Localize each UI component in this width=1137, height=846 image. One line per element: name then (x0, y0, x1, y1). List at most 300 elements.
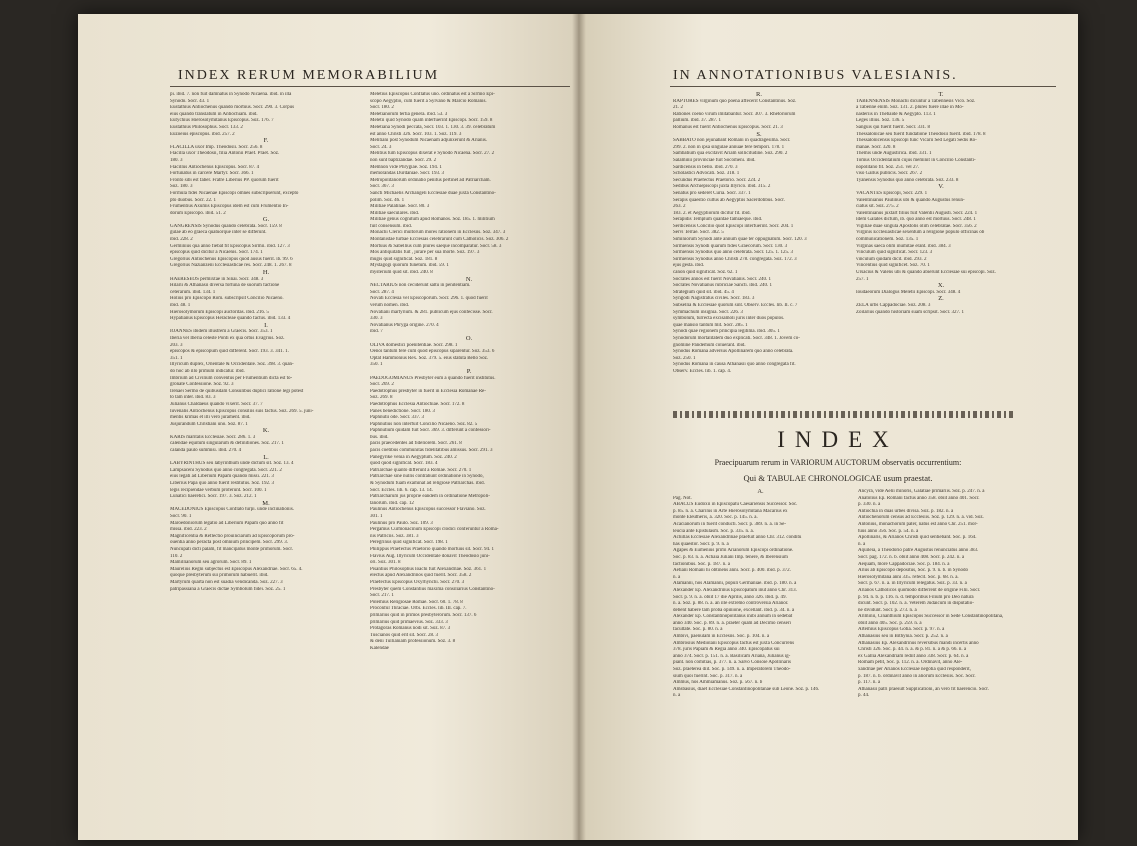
index-entry: PAEDOGOMIANUS Presbyter eum a quando fuerit institutus. (370, 375, 496, 381)
index-entry: Militiae saeculares. ibid. (370, 210, 420, 216)
index-entry: non sunt baptizandae. Socr. 29. 2 (370, 157, 437, 163)
index-entry: Serapidis Templum quantae famiaeque. ibid. (673, 217, 763, 223)
index-entry: Leges illius. Soz. 136. 5 (856, 118, 905, 124)
index-entry: Holius pro Episcopo Rom. subscripsit Concilio Nicaeno. (170, 296, 284, 302)
index-letter-heading: R. (756, 92, 762, 98)
index-entry: Pisantius Philosophus Ioachi fuit Alexandriae. Soz. 361. 1 (370, 566, 487, 572)
index-entry: IOANNES ibidem illustrem a Graecis. Socr. 353. 1 (170, 329, 273, 335)
index-entry: Synodus Romana in causa Athanasii quo anno congregata fit. (673, 362, 796, 368)
index-entry: Aequam, more Cappadociae. Soc. p. 184. n. a (858, 561, 950, 567)
index-entry: Ancyra, vide Aelii minoris, Galatiae primariis. Soz. p. 247. n. a (858, 489, 985, 494)
index-entry: tuus anno 356. Soc. p. 54. n. a (858, 528, 919, 534)
index-entry: Socr. p. 67. n. a. in Illyricum relegatus. Soz. p. 33. n. a (858, 581, 967, 587)
left-column-1 (170, 92, 362, 593)
index-entry: Pergamus Curmonacinum Episcopi clodici conferuntur a Roma- (370, 527, 499, 533)
index-subtitle-1: Praecipuarum rerum in VARIORUM AUCTORUM observatis occurrentium: (714, 458, 962, 467)
index-entry: Sirmiensis Synodi quarum fides Graecorum. Socr. 130. 3 (673, 243, 788, 249)
index-entry: p. 187. n. b. ordinavit anno in aliorum Ecclesiis. Soc. Socr. (858, 673, 976, 679)
index-entry: Soc. p. 83. n. a. Achaia Juliani Imp. tenere, & Iberensium (673, 554, 788, 560)
index-entry: 203. 3 (170, 342, 183, 348)
index-entry: Alexander Ep. Constantinopolitanus inibi annum in sedebat (673, 614, 793, 620)
index-entry: Vincentius quid significet. Soz. 70. 1 (856, 263, 930, 269)
index-entry: sium quoi fuerint. Soc. p. 317. n. a (673, 673, 743, 679)
index-entry: Arius ab Episcopo depositus, Soc. p. 9. n. b. in Synodo (858, 568, 968, 574)
index-entry: Maurelius Regni subjectus est Episcopus Alexandriae. Socr. 65. 4. (170, 566, 303, 572)
index-entry: Socr. 90. 1 (170, 514, 192, 519)
index-letter-heading: M. (262, 500, 270, 507)
index-entry: primarius quid in primos presbyterorum. Socr. 137. 6 (370, 612, 477, 618)
index-entry: Philippus Praefectus Praetorio quando mortuus sit. Socr. 94. 1 (370, 546, 495, 552)
index-entry: Flavius Aug. Illyricum Occidentale donavit Theodosio juni- (370, 553, 490, 559)
index-entry: Gregorius Antiochenus Episcopus quod ausus fuerit. ib. 99. 6 (170, 256, 293, 262)
index-entry: pallium. ibid. 37. 287. 1 (673, 118, 722, 124)
index-entry: Meletius Episcopus Conflatus uno. ordinatus est a Sirmio Epi- (370, 92, 495, 97)
index-letter-heading: K. (262, 428, 270, 435)
index-entry: 299. 2. non in ipsa singulae annuae fere tempori. 178. 1 (673, 144, 785, 150)
index-entry: n. a (673, 574, 681, 580)
left-column-2 (370, 92, 568, 652)
index-entry: Tyanensis Synodus quo anno celebrata. Soz. 233. 8 (856, 177, 959, 183)
index-entry: 378. juris Papiam & Regia anno 340. Episcopatus sui (673, 647, 780, 653)
index-entry: Virginas saeca olim inumitae erant. ibid. 384. 3 (856, 243, 951, 249)
index-entry: Synodus Romana adversus Apollinarem quo anno celebrata. (673, 349, 794, 355)
index-entry: manae. Socr. 320. 8 (856, 144, 896, 150)
index-entry: Vinculum quid significat. Socr. 123. 3 (856, 250, 933, 256)
index-entry: Servi Terrae. Socr. 382. 5 (673, 230, 724, 236)
index-entry: Valentinianus juxtart filius fuit Valentii Augusti. Socr. 224. 1 (856, 210, 978, 216)
index-entry: Salaminii provinciae fuit Socomeni. ibid. (673, 157, 756, 163)
index-entry: Liberius Papa quo anno fuerit restitutus. Soz. 192. 3 (170, 481, 275, 487)
book-spread (78, 14, 1078, 840)
index-entry: Athanasius seu in Bithynia. Socr. p. 252. n. a (858, 634, 948, 640)
index-entry: p. 44. (858, 693, 870, 699)
index-entry: Arianos Catholicos quomodo differrent de origine Filii. Socr. (858, 587, 981, 593)
index-entry: Lampsaceni Synodus quo anno congregata. Socr. 221. 2 (170, 467, 282, 473)
index-entry: polim. Soz. 46. 1 (370, 197, 405, 203)
index-entry: fuit consensum. ibid. (370, 223, 412, 229)
index-entry: Alamanni, hos Alamanni, populi Germaniae. ibid. p. 180. n. a (673, 581, 797, 587)
ornament-band (673, 411, 1013, 418)
index-entry: Martyrum quarta non est suadia vendicanda. Soz. 227. 3 (170, 579, 283, 585)
index-entry: p. 85. n. a. Charilus in Arte Hierosolymitana Macarius ex (673, 508, 788, 514)
index-entry: Magnificentia & Reflectio prouinciarum ad Episcoporum pro- (170, 533, 295, 539)
index-entry: nopolitano fit. Soz. 251. vel 27. (856, 164, 920, 170)
index-entry: Memnon vide Phrygiae. Soz. 194. 1 (370, 164, 442, 170)
index-entry: nis Patriciis. Soz. 381. 3 (370, 533, 419, 539)
index-entry: Peregrinus quid significat. Socr. 198. 1 (370, 540, 448, 546)
index-letter-heading: Z. (938, 296, 944, 303)
gutter-shadow (572, 14, 586, 840)
index-entry: do hoc ab illo primum indicatur. ibid. (170, 368, 245, 374)
right-column-4 (858, 489, 1033, 700)
index-entry: verum nomen. ibid. (370, 303, 410, 308)
index-entry: Serdicensis Concilio quot Episcopi interfuerint. Socr. 204. 1 (673, 223, 794, 229)
index-entry: Serapis quaestio cultus ab Aegyptiis Sacerdotibus. Socr. (673, 197, 785, 203)
index-entry: ori. Soz. 301. 8 (370, 560, 401, 566)
index-entry: p. 94. n. b. p. 116. n. d. temporibus Filium pro Deo natura (858, 594, 974, 600)
right-column-1 (673, 92, 845, 376)
index-entry: Meletii quid Synodo quam interfuerint Episcopi. Socr. 159. 8 (370, 118, 493, 124)
index-entry: pto duobus. Socr. 22. 1 (170, 197, 216, 203)
index-entry: Pag. Not. (673, 495, 692, 501)
index-entry: Presbyter quem Constantius maxima consiliarius Constantino- (370, 586, 495, 592)
index-entry: Acacianorum in fuerit conducti. Socr. p. 389. n. a. in Se- (673, 521, 787, 527)
right-column-3 (673, 489, 848, 700)
index-entry: Iuvenalis Antiochenus Episcopus consiliis suis factus. Soz. 269. 5. juni- (170, 408, 314, 414)
index-entry: Siminiorum Synodi ante annum quae ter oppugnatum. Socr. 120. 3 (673, 237, 807, 243)
index-entry: Gregorius Nazianzeni Ecclesiasticae res. Socr. 248. 1. 267. 8 (170, 263, 292, 269)
index-entry: p. 117. n. a (858, 680, 881, 686)
index-entry: Patriarchae quanto differunt a Romae. Socr. 270. 1 (370, 467, 472, 473)
index-entry: episcopus quid dicitur a Nicaenis. Socr. 174. 1 (170, 250, 263, 256)
index-entry: Melitiani post Synodum Nicaenam adjunxerunt & Arianis. (370, 138, 488, 144)
index-entry: Paulinus pro Paulo. Soz. 109. 3 (370, 520, 433, 526)
index-entry: TABENNENSIS Monachi dicuntur a Tabennesis Vico. Soz. (856, 98, 976, 104)
index-entry: eius legati ad Liberium Papam quando missi. 221. 3 (170, 474, 274, 480)
index-letter-heading: G. (262, 217, 270, 224)
index-entry: mugis quid significat. Soz. 181. 8 (370, 256, 438, 262)
index-entry: Athanasius Ep. Alexandrinus reversibus mandi incertis anno (858, 640, 979, 646)
index-entry: electus apud Alexandrinos quid fuerit. Socr. 358. 2 (370, 573, 472, 579)
index-entry: Monachi Clerici multorum mores rationem in Ecclesiis. Soz. 347. 3 (370, 230, 506, 236)
index-entry: Praefectus Episcopus Oxyrhynchi. Socr. 270. 3 (370, 579, 465, 585)
right-page (578, 14, 1078, 840)
index-entry: Sambatium qua excitavit Ariam sollicitudine. Soz. 290. 2 (673, 151, 788, 157)
index-entry: quod quod significat. Socr. 183. 4 (370, 461, 438, 467)
index-letter-heading: P. (466, 368, 472, 375)
index-entry: Germinius qua anno fiebat fit Episcopus Sirmii. ibid. 127. 3 (170, 243, 290, 249)
index-entry: Aetiani Romani hi obtinens anni. Socr. p. 400. ibid. p. 372. (673, 568, 791, 574)
index-entry: Novatiani martyrium. & 281. publicum ejus confecisse. Socr. (370, 309, 493, 315)
index-entry: Socr. 217. 1 (370, 593, 394, 599)
index-entry: n. a (858, 541, 866, 547)
index-entry: Thessalonicae seu fuerit fundatione Theodosii fuerit. ibid. 178. 8 (856, 131, 986, 137)
index-entry: ABACUS Eudoxii in Episcopatu Caesariensis Successor. Soc. (673, 502, 798, 508)
index-entry: Paedotrophus Ecclesia Antiochiae. Socr. 172. 8 (370, 401, 465, 407)
right-head-rule (670, 86, 1056, 87)
index-entry: Soz. 250. 1 (673, 355, 696, 361)
index-entry: Ambivi, paenulam in Ecclesiis. Soc. p. 104. n. a (673, 634, 770, 640)
index-entry: Kalendae (370, 645, 389, 651)
index-entry: 330. 3 (370, 316, 383, 322)
index-entry: Syngodi Nagistratus civiles. Socr. 183. 3 (673, 296, 755, 302)
index-entry: ouentia anno peracta post omnium principem. Socr. 299. 3. (170, 540, 289, 546)
index-entry: KARIS maritalis Ecclesiae. Socr. 286. 1. 3 (170, 434, 256, 440)
index-entry: Sanguis qui fuerit fuerit. Socr. 331. 8 (856, 124, 931, 130)
index-entry: Eustathius Antiochenus quando mortuus. Socr. 290. 3. Corpus (170, 105, 295, 111)
index-entry: est anno Christi 326. Socr. 103. 1. Soz. 119. 3 (370, 131, 462, 137)
index-entry: ex Gallia Alexandriam rediit anno 338. Socr. p. 64. n. a (858, 653, 969, 659)
index-entry: Patriarcharum jus proprie eandem in ordinatione Metropoli- (370, 494, 490, 500)
index-entry: Antiochia in duas urbes divisa. Soz. p. 182. n. a (858, 508, 954, 514)
index-entry: Socr. 367. 3 (370, 184, 394, 190)
index-entry: dicunt. Socr. p. 102. n. a. Veterem Judaicum in disputatio- (858, 601, 974, 607)
index-entry: Metropolitanorum ordinatio penitus pertinet ad Patriarcham. (370, 177, 491, 183)
index-entry: pacis praecedentes ad fideliorem. Socr. 261. 8 (370, 441, 462, 447)
index-letter-heading: F. (263, 138, 269, 145)
index-entry: mysterium quid sit. ibid. 240. 8 (370, 270, 433, 276)
index-entry: Socr. 180. 2 (370, 105, 394, 111)
index-entry: Ariminii, Cinanthium Episcopos Successor in Sede Constantinopolitana, (858, 614, 1004, 620)
index-letter-heading: S. (756, 131, 762, 138)
index-entry: Euzoeius episcopus. ibid. 257. 2 (170, 131, 235, 137)
index-entry: Hypatianus Episcopus Heracleae quando factus. ibid. 133. 4 (170, 316, 291, 322)
index-entry: Flacilla uxor Theodosii, filia Antonii Praef. Praet. Soz. (170, 151, 280, 157)
index-entry: FLACILLA uxor Imp. Theodosii. Socr. 256. 8 (170, 144, 263, 150)
index-entry: calanda paulo summisi. ibid. 270. 4 (170, 448, 242, 454)
index-entry: Montanistae turbae Ecclesias celebrarunt cum Catholicis. Soz. 306. 2 (370, 237, 509, 243)
index-letter-heading: I. (264, 322, 268, 329)
index-entry: Mos antiquitatis fuit , jurare per sua morte. Soz. 197. 3 (370, 250, 480, 256)
index-entry: scopo Aegyptio, cum fuerit a Sylvano & Marcio Romanis. (370, 98, 487, 104)
index-entry: Eutychius Hierosolymitanus Episcopus. Soz. 176. 7 (170, 118, 274, 124)
index-entry: xandriae per Arianos Ecclesiae negotia quid responderit, (858, 667, 971, 673)
index-entry: Soz. 269. 8 (370, 395, 393, 401)
index-entry: pacis coetibus communitas fidelitatibus amissus. Socr. 291. 3 (370, 448, 493, 454)
index-entry: Mystagogi quorum funetum. ibid. 59. 1 (370, 263, 449, 269)
index-entry: Paphnutium quidam fuit Socr. 369. 3. differunt a confessori- (370, 428, 491, 434)
index-entry: Proconful Thraciae. Orbi. Eccles. lib. III. cap. 7. (370, 606, 467, 612)
index-entry: Melitius tum Episcopus dixerat e Synodo Nicaena. Socr. 27. 2 (370, 151, 495, 157)
left-head-rule (170, 86, 570, 87)
index-entry: Alexander Ep. Alexandrinus Episcopatum inut anno Chr. 313. (673, 587, 797, 593)
index-entry: 180. 3 (170, 157, 183, 163)
index-entry: ne dividunt. Socr. p. 273. n. a (858, 607, 917, 613)
index-entry: Sirmiensis Synodus quo anno celebrata. Socr. 125. 1. 125. 3 (673, 250, 793, 256)
index-entry: Paphnutii ode. Socr. 337. 3 (370, 415, 425, 421)
index-entry: gulae ab eo graeca quatuorque inter se differunt. (170, 230, 267, 236)
index-entry: Mortuus & Sabellius cum plures saeque incomparatur. Socr. 58. 3 (370, 243, 502, 249)
index-entry: quoque presbyterum sui primorum habuerit. ibid. (170, 573, 269, 579)
index-letter-heading: H. (262, 270, 270, 277)
index-entry: to tam inter. ibid. 83. 3 (170, 395, 216, 401)
index-entry: episcopos & episcopum quid different. Socr. 193. 3. 341. 1. (170, 349, 289, 355)
index-entry: Aquileia, a Theodorio patre Augustus renunciatus anno 383. (858, 548, 979, 554)
index-entry: Observ. Eccles. lib. 1. cap. 4. (673, 368, 732, 374)
index-entry: OLIVA domestici poenitentiae. Socr. 298. 1 (370, 342, 458, 348)
index-entry: Fortunatus in carcere Martyr. Socr. 366. 1 (170, 171, 254, 177)
index-entry: obiit anno 405. Soc. p. 259. n. a (858, 620, 922, 626)
index-entry: bus. ibid. (370, 434, 389, 440)
index-entry: 21. 2 (673, 105, 683, 111)
index-entry: Oenoi tantum fere cum quod episcopus siparentur. Soz. 353. 6 (370, 349, 495, 355)
index-entry: anno 340. Soc. p. 89. n. a. praeter quam ad Decimo censeri (673, 620, 791, 626)
index-entry: viso Gallus publicis. Socr. 267. 2 (856, 171, 923, 177)
right-column-2 (856, 92, 1026, 316)
index-entry: ZELA urbs Cappadociae. Soz. 208. 3 (856, 303, 931, 308)
index-letter-heading: V. (938, 184, 944, 191)
index-entry: Sirmiensis Synodus anno Christi 278. congregata. Soz. 172. 3 (673, 256, 797, 262)
index-entry: Militiae Palatinae. Socr. 80. 3 (370, 204, 430, 210)
index-entry: Strategium quid sit. ibid. 45. 4 (673, 289, 734, 295)
index-entry: RAPTORES virginum quo poena affecerit Constantinus. Soz. (673, 98, 797, 104)
index-entry: symbolum, turrecta excisamoli juris inter duos populos. (673, 316, 785, 322)
index-entry: factionibus. Soc. p. 187. n. a (673, 561, 730, 567)
index-letter-heading: A. (757, 489, 764, 495)
index-entry: Paedotrophus presbyter in fuerit in Ecclesia Romanae Re- (370, 388, 486, 394)
index-entry: Militiae genus cognitum apud Romanos. Soz. 185. 1. militium (370, 217, 495, 223)
index-entry: ibid. 48. 1 (170, 303, 191, 308)
index-entry: n. a. Soz. p. 88. n. a. an ille extremo controversia Arianor. (673, 601, 789, 607)
index-entry: & Synodum fuam examinat ad religiose Patriarchas. ibid. (370, 481, 485, 487)
index-entry: leucia ante Epistulasm. Soc. p. 335. n. a. (673, 528, 754, 534)
index-entry: MACEDONIUS Episcopus Conflato turpi. unde inclinationis. (170, 507, 295, 513)
index-entry: VACANTES Episcopi, Socr. 229. 1 (856, 190, 928, 196)
index-entry: Fronto sibi est faber. Fratre Liberius PP. quorum fuerit (170, 177, 279, 183)
index-entry: Novatianus Phryga origine. 270. 4 (370, 322, 439, 328)
index-entry: Virginis Ecclesiasticae sexentum a religione populo officinas ob (856, 230, 985, 236)
index-entry: primarius quid primaevius. Soz. 333. 3 (370, 619, 448, 625)
index-title: INDEX (777, 427, 899, 452)
index-entry: 301. 1 (370, 514, 383, 519)
index-entry: legis recipiendae verbum proferunt. Socr. 100. 1 (170, 487, 267, 493)
index-entry: ejus gesta. ibid. (673, 263, 705, 269)
index-entry: Synodorum mortalitatem duo explicati. Socr. 348. 1. Jovem co- (673, 335, 800, 341)
index-entry: Mamillianorum seu agrorum. Socr. 89. 1 (170, 560, 252, 566)
index-entry: Protagoras Romanus nodi sit. Soz. 87. 3 (370, 626, 451, 632)
index-entry: Hierosolymitana anni 335. refecit. Soc. p. 68. n. a. (858, 574, 959, 580)
index-entry: communicationem. Soz. 135. 1 (856, 237, 919, 243)
index-entry: Paulinus Antiochenus Episcopus successor Flaviano. Soz. (370, 507, 486, 513)
index-entry: ibid. 7 (370, 329, 383, 335)
index-entry: Vigiliae duae singula Apostolis olim celebratae. Socr. 356. 2 (856, 223, 977, 229)
index-entry: Symmachum insignia. Socr. 226. 3 (673, 309, 743, 315)
index-entry: Valentinianus Paulinus ubi & quando Augustus renun- (856, 197, 965, 203)
index-entry: missa. ibid. 223. 2 (170, 527, 207, 533)
index-entry: Ursacius & Valens ubi & quando abierunt Ecclesiae sui episcopi. Soz. (856, 270, 996, 276)
index-entry: Synodi quae regionem principia legitima. ibid. 305. 1 (673, 329, 780, 335)
index-entry: 257. 1 (856, 276, 869, 282)
index-entry: Soz. 180. 3 (170, 184, 193, 190)
index-entry: Thessalonicensis Episcopi tunc Vicarii Sed Legati Sedis Ro- (856, 138, 977, 144)
index-entry: Secundus Praefectus Praetorio. Socr. 224. 2 (673, 177, 761, 183)
index-entry: Agapes & Eumenius primi Arianorum Episcopi ordinatione. (673, 548, 794, 554)
index-entry: Meletianorum tertia genera. ibid. 53. 3 (370, 111, 448, 117)
index-entry: Imbrium ad Civilium conventus per Frumentium dicta est to- (170, 375, 293, 381)
index-entry: Socrates Novatianus rubriciae Sancti. ibid. 240. 1 (673, 283, 773, 289)
index-entry: Antonius, monachorum pater, natus est anno Chr. 251. mor- (858, 521, 978, 527)
index-entry: pi. ibid. 7. non fuit damnatus in Synodo Nicaena. ibid. in illa (170, 92, 292, 97)
index-entry: Zoilarius quando historiam suam scripsit. Socr. 327. 1 (856, 309, 965, 315)
index-entry: Apollinaris, & Arianos Christi quid sentiebant. Soc. p. 164. (858, 535, 977, 541)
index-entry: Romanus est fuerit Antiochenus Episcopus. Socr. 21. 3 (673, 124, 783, 130)
index-entry: a Tabenne enim. Soz. 131. 2. plures fuere illae in Mo- (856, 105, 964, 111)
index-entry: vinculum quidam dicit. ibid. 293. 2 (856, 256, 927, 262)
index-entry: Julianus Chaldaeus quando vixerit. Socr. 37. 7 (170, 401, 263, 407)
index-entry: Idem Galates dictum, ib. quo anno est mortuus. Socr. 248. 1 (856, 217, 976, 223)
index-entry: Nuncupati dicti palam, fit mancipatus monte primorum. Socr. (170, 546, 294, 552)
index-entry: Athanasii patri praesult Supplicationi, an vero fit haerencio. Socr. (858, 686, 989, 692)
index-entry: Socr. pag. 172. n. b. obiit anno 408. Socr. p. 242. n. a (858, 554, 965, 560)
index-entry: LABYRINTHUS seu labyrinthum unde dictum sit. Soz. 13. 4 (170, 461, 294, 467)
index-entry: Achillas Ecclesiae Alexandrinae praefuit anno Chr. 312. conditu (673, 535, 802, 541)
index-entry: 183. 2. et Aegyptiorum dicitur fit. ibid. (673, 210, 751, 216)
index-entry: piant. non comitias, p. 377. n. a. Salvo Consoie Apollinaris (673, 660, 791, 666)
index-entry: n. a (673, 693, 681, 699)
index-entry: GANGRENSIS Synodus quando celebrata. Socr. 159. 8 (170, 223, 282, 229)
index-entry: 110. 2 (170, 553, 183, 559)
index-letter-heading: X. (937, 283, 945, 290)
index-entry: p. 330. n. a (858, 502, 881, 508)
index-entry: Synodo. Socr. 43. 1 (170, 98, 210, 104)
index-entry: Lunatici haeretici. Socr. 197. 3. Soz. 212. 1 (170, 494, 257, 500)
index-entry: eius quando translatum in Antiochiam. ibid. (170, 111, 258, 117)
index-entry: Meletiana Synodi peccata, Socr. 103. 1. 130. 3. 39. celebratum (370, 124, 496, 130)
index-entry: NECTARIUS non ceciderunt saltu in penitentiam. (370, 283, 471, 289)
index-entry: Patriarchae sine nullis contrahunt ordinatione in Synodo, (370, 474, 484, 480)
index-entry: monte Eleutheris, a. 320. Soc. p. 145. n. a. (673, 515, 758, 521)
index-entry: Rationes coeno virum imitabantur. Socr. 307. 3. Rhetoriorum (673, 111, 796, 117)
index-entry: 350. 1 (370, 362, 383, 368)
index-entry: Subsellia & Ecclesiae quorum sint. Observ. Eccles. lib. II. c. 7 (673, 303, 798, 308)
index-entry: Paphnutius non interfuit Concilio Nicaeno. Soz. 82. 5 (370, 421, 478, 427)
index-entry: 351. 1 (170, 355, 183, 361)
index-entry: SABBATO non jejunabant Romani in quadragesima. Socr. (673, 138, 791, 144)
index-entry: Formula fidei Nicaenae Episcopi omnes subscripserunt, excepto (170, 190, 299, 196)
index-entry: Soz. praeterea diit. Soc. p. 149. n. a. Imperatorem Theodo- (673, 667, 791, 673)
index-entry: ciatus sit. Soz. 275. 2 (856, 204, 899, 210)
index-entry: anno 374. Socr. p. 151. n. a. Basilicam Ariana, Julianus ig- (673, 653, 791, 659)
index-entry: Amsbasius, diaet Ecclesiae Constantinopolitanae sub Leone. Soz. p. 146. (673, 686, 820, 692)
index-entry: Christi 326. Soc. p. 44. n. a. & p. 81. n. a & p. 66. n. a (858, 647, 967, 653)
index-subtitle-2: Qui & TABULAE CHRONOLOGICAE usum praestat. (743, 473, 933, 483)
index-letter-heading: T. (938, 92, 944, 98)
index-entry: Socrates annos est fuerit Novatianis. Socr. 240. 1 (673, 276, 772, 282)
index-entry: Optat Hammonius Rex. Soz. 379. 5. eius statuta Bello Soz. (370, 355, 489, 361)
index-entry: Tuscianos quid erit sit. Socr. 28. 3 (370, 632, 439, 638)
index-entry: Frumentius Axumis Episcopus idem est cum Frumentio In- (170, 204, 289, 210)
index-entry: tanorum. ibid. cap. 12 (370, 500, 414, 506)
index-entry: Themis unde Augustirica. ibid. 331. 1 (856, 151, 932, 157)
index-entry: Antiochenorum census ad Ecclesiis. Soz. p. 129. n. a. vid. Soz. (858, 515, 984, 521)
index-entry: Hilarii & Athanasii diversa fortuna de suorum factione (170, 283, 280, 289)
right-running-head: IN ANNOTATIONIBUS VALESIANIS. (673, 68, 958, 83)
index-entry: Panes benedictione. Socr. 180. 3 (370, 408, 435, 414)
index-entry: Socr. Eccles. lib. 6. cap. 13. 14. (370, 487, 433, 493)
index-entry: gronate Confessione. Soz. 92. 3 (170, 382, 234, 388)
index-entry: Sancti Michaelis Archangeli Ecclesiae duae juxta Constantino- (370, 190, 496, 196)
index-entry: Illyricum duplex, Orientale & Occidentale. Soz. 398. 3. quan- (170, 362, 294, 368)
left-running-head: INDEX RERUM MEMORABILIUM (178, 68, 440, 83)
index-entry: Anatolius Ep. Romani factus anno 358. obiit anno 401. Socr. (858, 495, 980, 501)
index-entry: quae mansio tantum mit. Socr. 285. 1 (673, 322, 748, 328)
index-entry: 263. 2 (673, 204, 686, 210)
index-entry: Socr. 269. 2 (370, 382, 394, 388)
index-entry: Novati Ecclesia vel Episcoporum. Socr. 296. 1. quod fuerit (370, 296, 488, 302)
index-entry: Ammus, hos Ammiamanus. Soz. p. 567. n. b (673, 680, 763, 686)
index-entry: Socr. 287. 4 (370, 289, 394, 295)
index-entry: nasteriis in Thebaide & Aegypto. 113. 1 (856, 111, 936, 117)
index-entry: Jusjurandum Christiani uno. Soz. 87. 1 (170, 421, 248, 427)
index-entry: patripassiana a Graecis dictae Symbolum fidei. Soz. 25. 1 (170, 586, 286, 592)
index-entry: HAERESEOS permixtae in Sinai. Socr. 348. 3 (170, 276, 264, 282)
index-entry: Panegyrike venia in Aegyptum. Soz. 240. 2 (370, 454, 457, 460)
index-entry: Sedibus Archiepiscopi juxta Illyrico. ibid. 315. 2 (673, 184, 771, 190)
index-entry: Artemius Episcopus Gotia. Socr. p. 97. n. a (858, 627, 945, 633)
index-entry: Irenaei Sermo de quibusdam Consulibus duplici ratione legi potest (170, 388, 304, 394)
index-entry: calendae equitum singularum & definitiones. Soz. 217. 1 (170, 441, 284, 447)
index-entry: facultate. Soc. p. 80. n. a (673, 627, 723, 633)
index-entry: dorum Episcopo. ibid. 51. 2 (170, 210, 226, 216)
index-entry: canon quid significat. Soz. 62. 1 (673, 270, 738, 276)
index-entry: Eustathius Philosophus. Socr. 133. 2 (170, 124, 243, 130)
index-entry: Maroedoniorum legatio ad Liberium Papam quo anno fit (170, 520, 284, 526)
index-entry: mentis krimas et illi vero jurament. ibid. (170, 415, 251, 421)
left-page (78, 14, 578, 840)
index-entry: Flacillus Antiochenus Episcopus. Socr. 87. 4 (170, 164, 260, 170)
index-entry: Polemius Religiosae Romae. Socr. 60. 1. 78. 8 (370, 599, 463, 605)
index-letter-heading: L. (263, 454, 269, 461)
